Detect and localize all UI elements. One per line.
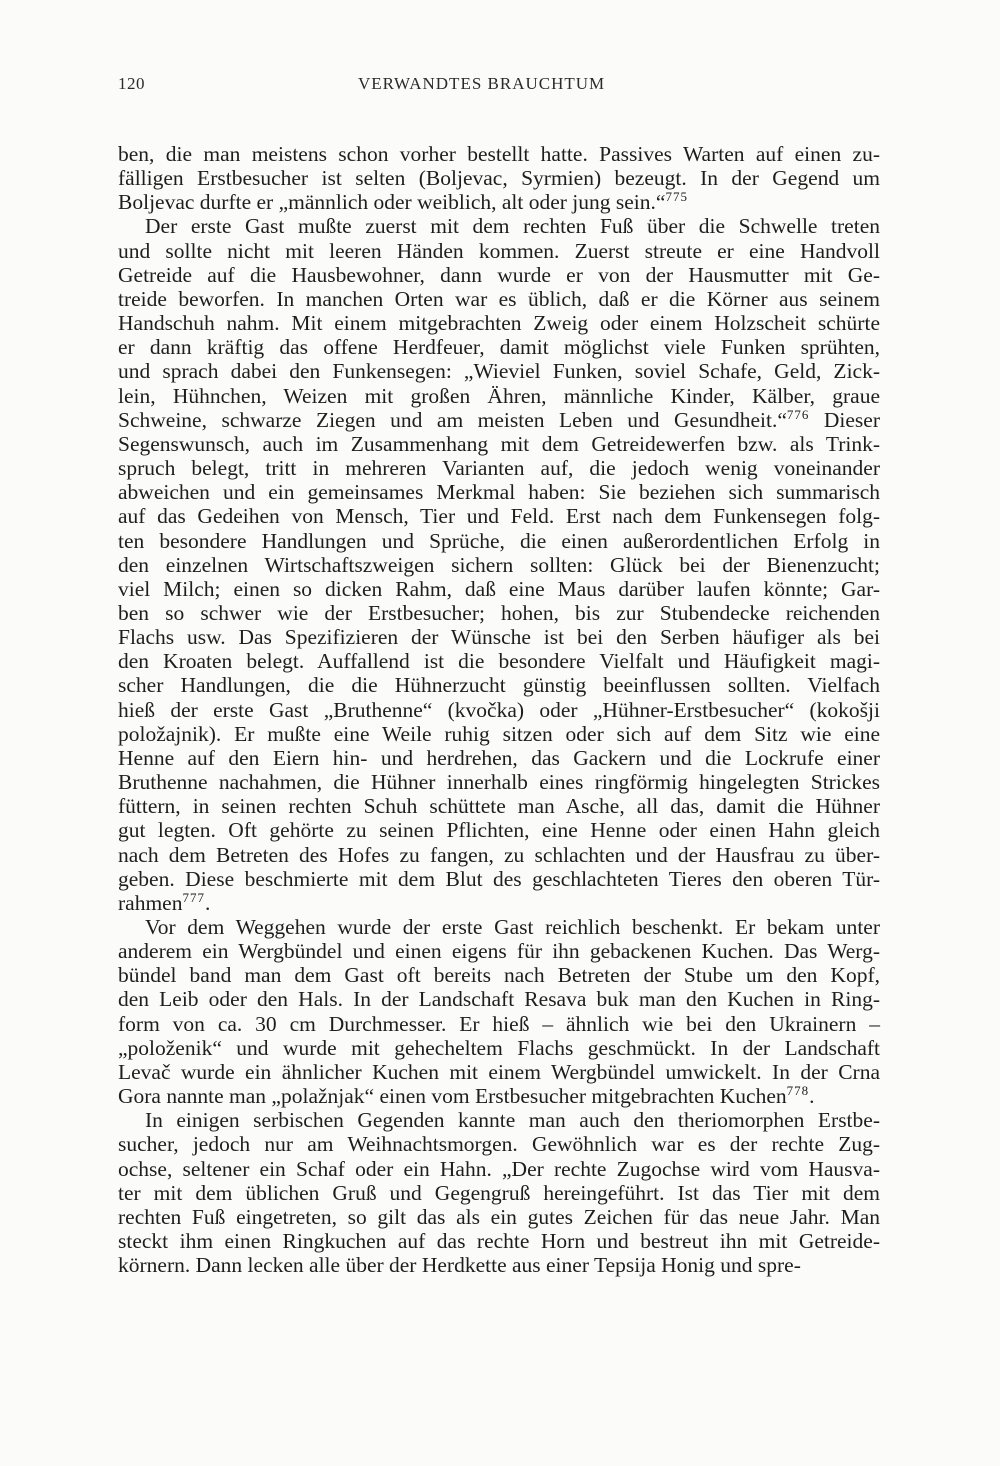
text-line	[118, 504, 880, 528]
text-line	[118, 746, 880, 770]
text-line	[118, 1157, 880, 1181]
line-text: Levač wurde ein ähnlicher Kuchen mit einem Wergbündel umwickelt. In der Crna	[118, 1059, 880, 1084]
line-text: Schweine, schwarze Ziegen und am meisten Leben und Gesundheit.“	[118, 407, 787, 432]
running-title: VERWANDTES BRAUCHTUM	[358, 74, 606, 93]
text-line	[118, 311, 880, 335]
text-line	[118, 673, 880, 697]
text-line	[118, 1108, 880, 1132]
text-line	[118, 794, 880, 818]
text-line	[118, 142, 880, 166]
text-line	[118, 359, 880, 383]
text-line	[118, 891, 880, 915]
running-header	[118, 74, 878, 102]
line-text: lein, Hühnchen, Weizen mit großen Ähren, männliche Kinder, Kälber, graue	[118, 383, 880, 408]
paragraph	[118, 142, 880, 214]
text-line	[118, 1012, 880, 1036]
line-text: ten besondere Handlungen und Sprüche, die einen außerordentlichen Erfolg in	[118, 528, 880, 553]
line-text: treide beworfen. In manchen Orten war es üblich, daß er die Körner aus seinem	[118, 286, 880, 311]
line-text: Henne auf den Eiern hin- und herdrehen, das Gackern und die Lockrufe einer	[118, 745, 880, 770]
paragraph	[118, 915, 880, 1108]
paragraph	[118, 1108, 880, 1277]
body-text	[118, 142, 880, 1277]
line-text: Boljevac durfte er „männlich oder weiblich, alt oder jung sein.“	[118, 190, 666, 215]
line-text: scher Handlungen, die die Hühnerzucht günstig beeinflussen sollten. Vielfach	[118, 673, 880, 698]
line-text: und sprach dabei den Funkensegen: „Wieviel Funken, soviel Schafe, Geld, Zick-	[118, 359, 880, 384]
footnote-marker: 778	[786, 1083, 810, 1099]
text-line	[118, 456, 880, 480]
text-line	[118, 190, 880, 214]
line-text: den einzelnen Wirtschaftszweigen sichern sollten: Glück bei der Bienenzucht;	[118, 552, 880, 577]
text-line	[118, 480, 880, 504]
text-line	[118, 239, 880, 263]
footnote-marker: 777	[182, 889, 205, 905]
line-text: Flachs usw. Das Spezifizieren der Wünsche ist bei den Serben häufiger als bei	[118, 625, 880, 650]
text-line	[118, 963, 880, 987]
line-text: ter mit dem üblichen Gruß und Gegengruß hereingeführt. Ist das Tier mit dem	[118, 1180, 880, 1205]
line-text: fälligen Erstbesucher ist selten (Boljevac, Syrmien) bezeugt. In der Gegend um	[118, 166, 880, 191]
text-line	[118, 1181, 880, 1205]
text-line	[118, 625, 880, 649]
text-line	[118, 577, 880, 601]
line-text: „položenik“ und wurde mit gehecheltem Flachs geschmückt. In der Landschaft	[118, 1035, 880, 1060]
line-text: füttern, in seinen rechten Schuh schüttete man Asche, all das, damit die Hühner	[118, 794, 880, 819]
text-line	[118, 770, 880, 794]
line-text: ben so schwer wie der Erstbesucher; hohen, bis zur Stubendecke reichenden	[118, 600, 880, 625]
line-text: geben. Diese beschmierte mit dem Blut des geschlachteten Tieres den oberen Tür-	[118, 866, 880, 891]
line-text: abweichen und ein gemeinsames Merkmal haben: Sie beziehen sich summarisch	[118, 480, 880, 505]
line-text: den Leib oder den Hals. In der Landschaft Resava buk man den Kuchen in Ring-	[118, 987, 880, 1012]
footnote-marker: 775	[665, 189, 688, 205]
line-text: Bruthenne nachahmen, die Hühner innerhalb eines ringförmig hingelegten Strickes	[118, 770, 880, 795]
line-text: ben, die man meistens schon vorher bestellt hatte. Passives Warten auf einen zu-	[118, 142, 880, 166]
line-text: ochse, seltener ein Schaf oder ein Hahn. „Der rechte Zugochse wird vom Hausva-	[118, 1156, 880, 1181]
footnote-marker: 776	[786, 406, 810, 422]
line-text-after-footnote: Dieser	[809, 407, 880, 432]
line-text: körnern. Dann lecken alle über der Herdkette aus einer Tepsija Honig und spre-	[118, 1253, 801, 1278]
line-text: Gora nannte man „polažnjak“ einen vom Erstbesucher mitgebrachten Kuchen	[118, 1084, 787, 1109]
line-text: rechten Fuß eingetreten, so gilt das als ein gutes Zeichen für das neue Jahr. Man	[118, 1204, 880, 1229]
text-line	[118, 818, 880, 842]
text-line	[118, 529, 880, 553]
text-line	[118, 1084, 880, 1108]
line-text: Handschuh nahm. Mit einem mitgebrachten Zweig oder einem Holzscheit schürte	[118, 311, 880, 336]
text-line	[118, 649, 880, 673]
line-text: anderem ein Wergbündel und einen eigens für ihn gebackenen Kuchen. Das Werg-	[118, 939, 880, 964]
line-text: den Kroaten belegt. Auffallend ist die besondere Vielfalt und Häufigkeit magi-	[118, 649, 880, 674]
line-text: rahmen	[118, 890, 183, 915]
line-text: gut legten. Oft gehörte zu seinen Pflichten, eine Henne oder einen Hahn gleich	[118, 818, 880, 843]
text-line	[118, 263, 880, 287]
text-line	[118, 1229, 880, 1253]
line-text: Getreide auf die Hausbewohner, dann wurde er von der Hausmutter mit Ge-	[118, 262, 880, 287]
line-text: steckt ihm einen Ringkuchen auf das rechte Horn und bestreut ihn mit Getreide-	[118, 1229, 880, 1254]
line-text-after-footnote: .	[809, 1084, 815, 1109]
text-line	[118, 722, 880, 746]
line-text: viel Milch; einen so dicken Rahm, daß eine Maus darüber laufen könnte; Gar-	[118, 576, 880, 601]
text-line	[118, 915, 880, 939]
paragraph	[118, 214, 880, 915]
line-text: bündel band man dem Gast oft bereits nach Betreten der Stube um den Kopf,	[118, 963, 880, 988]
text-line	[118, 1060, 880, 1084]
line-text: položajnik). Er mußte eine Weile ruhig sitzen oder sich auf dem Sitz wie eine	[118, 721, 880, 746]
text-line	[118, 987, 880, 1011]
line-text: hieß der erste Gast „Bruthenne“ (kvočka) oder „Hühner-Erstbesucher“ (kokošji	[118, 697, 880, 722]
page-number: 120	[118, 74, 145, 93]
line-text-after-footnote: .	[204, 890, 211, 915]
text-line	[118, 384, 880, 408]
line-text: nach dem Betreten des Hofes zu fangen, zu schlachten und der Hausfrau zu über-	[118, 842, 880, 867]
line-text: Vor dem Weggehen wurde der erste Gast reichlich beschenkt. Er bekam unter	[145, 915, 880, 939]
text-line	[118, 335, 880, 359]
text-line	[118, 1205, 880, 1229]
text-line	[118, 166, 880, 190]
text-line	[118, 214, 880, 238]
text-line	[118, 867, 880, 891]
text-line	[118, 698, 880, 722]
text-line	[118, 1036, 880, 1060]
text-line	[118, 287, 880, 311]
line-text: Segenswunsch, auch im Zusammenhang mit dem Getreidewerfen bzw. als Trink-	[118, 431, 880, 456]
text-line	[118, 601, 880, 625]
line-text: In einigen serbischen Gegenden kannte man auch den theriomorphen Erstbe-	[145, 1108, 880, 1133]
line-text: Der erste Gast mußte zuerst mit dem rechten Fuß über die Schwelle treten	[145, 214, 880, 239]
text-line	[118, 408, 880, 432]
line-text: sucher, jedoch nur am Weihnachtsmorgen. Gewöhnlich war es der rechte Zug-	[118, 1132, 880, 1157]
text-line	[118, 432, 880, 456]
line-text: spruch belegt, tritt in mehreren Varianten auf, die jedoch wenig voneinander	[118, 456, 880, 481]
text-line	[118, 1253, 880, 1277]
line-text: und sollte nicht mit leeren Händen kommen. Zuerst streute er eine Handvoll	[118, 238, 880, 263]
line-text: form von ca. 30 cm Durchmesser. Er hieß – ähnlich wie bei den Ukrainern –	[118, 1011, 880, 1036]
text-line	[118, 1132, 880, 1156]
line-text: auf das Gedeihen von Mensch, Tier und Feld. Erst nach dem Funkensegen folg-	[118, 504, 880, 529]
text-line	[118, 939, 880, 963]
text-line	[118, 553, 880, 577]
line-text: er dann kräftig das offene Herdfeuer, damit möglichst viele Funken sprühten,	[118, 335, 880, 360]
text-line	[118, 843, 880, 867]
